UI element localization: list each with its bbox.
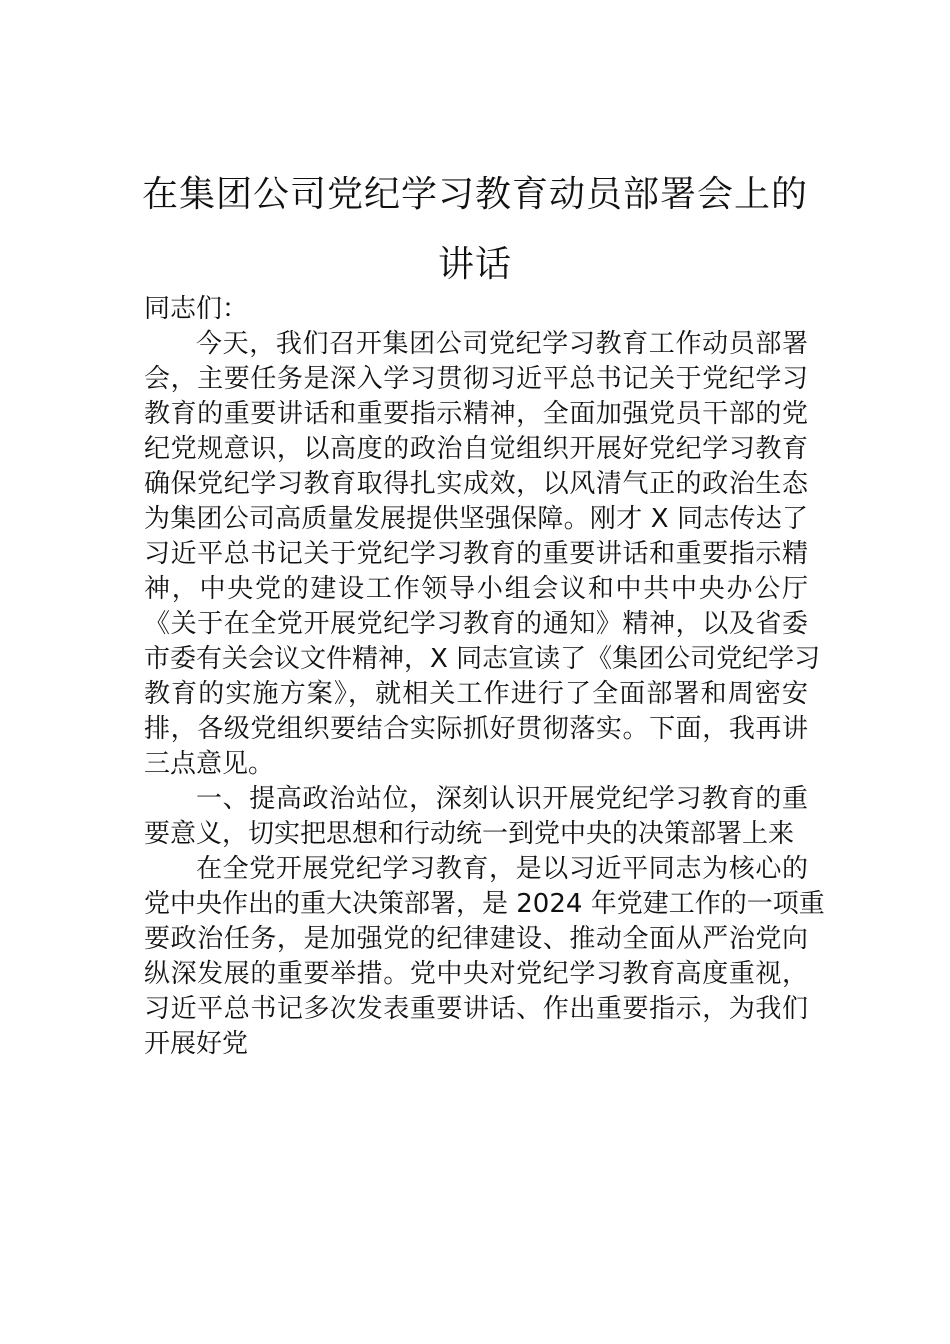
- text-line: 排，各级党组织要结合实际抓好贯彻落实。下面，我再讲: [144, 714, 808, 744]
- text-line: 在全党开展党纪学习教育，是以习近平同志为核心的: [196, 854, 808, 884]
- text-line: 今天，我们召开集团公司党纪学习教育工作动员部署: [196, 329, 808, 359]
- title-line: 在集团公司党纪学习教育动员部署会上的: [141, 174, 808, 215]
- text-line: 神，中央党的建设工作领导小组会议和中共中央办公厅: [144, 574, 808, 604]
- text-line: 为集团公司高质量发展提供坚强保障。刚才 X 同志传达了: [144, 504, 808, 534]
- text-line: 市委有关会议文件精神，X 同志宣读了《集团公司党纪学习: [144, 644, 821, 674]
- text-line: 习近平总书记关于党纪学习教育的重要讲话和重要指示精: [144, 539, 808, 569]
- text-line: 纪党规意识，以高度的政治自觉组织开展好党纪学习教育: [144, 434, 808, 464]
- text-line: 一、提高政治站位，深刻认识开展党纪学习教育的重: [196, 784, 808, 814]
- paragraph: [144, 852, 825, 1062]
- document-title: [0, 160, 950, 300]
- text-line: 《关于在全党开展党纪学习教育的通知》精神，以及省委: [144, 609, 808, 639]
- text-line: 开展好党: [144, 1029, 249, 1059]
- text-line: 会，主要任务是深入学习贯彻习近平总书记关于党纪学习: [144, 364, 808, 394]
- document-body: [144, 292, 825, 1062]
- text-line: 习近平总书记多次发表重要讲话、作出重要指示，为我们: [144, 994, 808, 1024]
- text-line: 要政治任务，是加强党的纪律建设、推动全面从严治党向: [144, 924, 808, 954]
- text-line: 三点意见。: [144, 749, 275, 779]
- paragraph: [144, 327, 821, 782]
- text-line: 教育的实施方案》，就相关工作进行了全面部署和周密安: [144, 679, 808, 709]
- title-line: 讲话: [437, 244, 512, 285]
- section-heading: [144, 782, 808, 852]
- salutation: 同志们：: [144, 294, 249, 324]
- text-line: 党中央作出的重大决策部署，是 2024 年党建工作的一项重: [144, 889, 825, 919]
- text-line: 要意义，切实把思想和行动统一到党中央的决策部署上来: [144, 819, 795, 849]
- text-line: 纵深发展的重要举措。党中央对党纪学习教育高度重视，: [144, 959, 808, 989]
- text-line: 教育的重要讲话和重要指示精神，全面加强党员干部的党: [144, 399, 808, 429]
- text-line: 确保党纪学习教育取得扎实成效，以风清气正的政治生态: [144, 469, 808, 499]
